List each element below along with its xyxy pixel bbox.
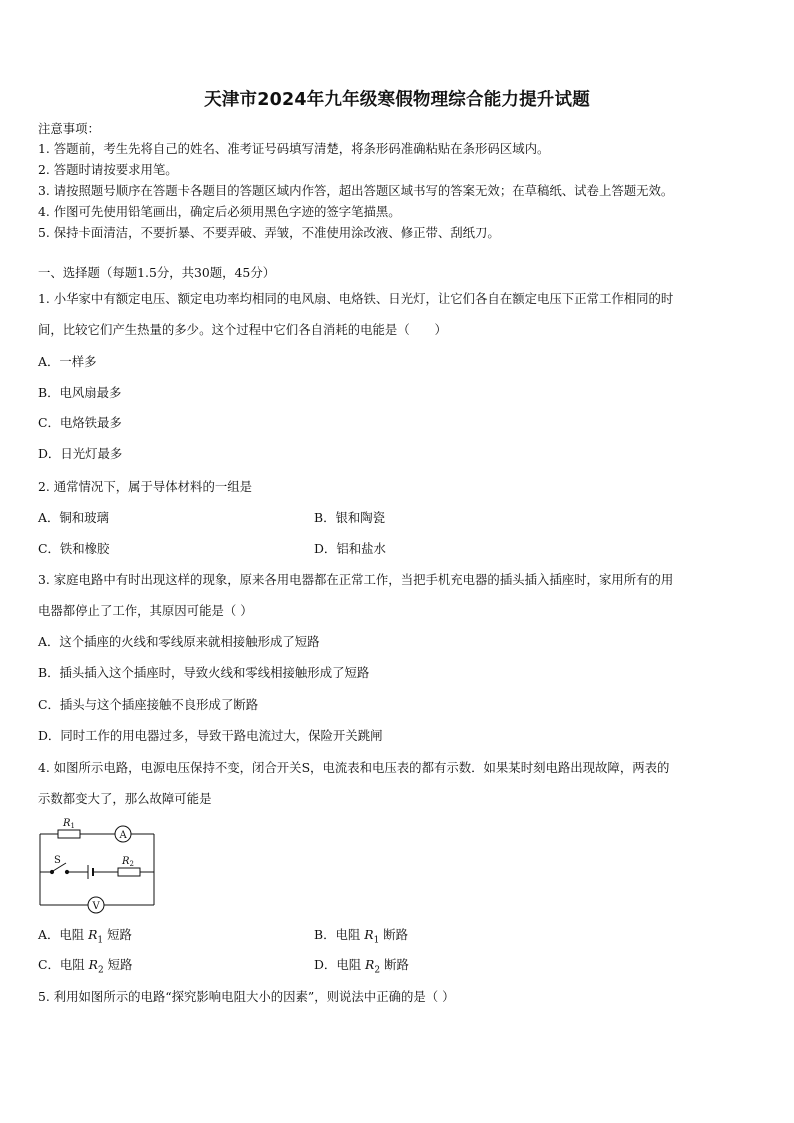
r2-label: R [122, 856, 130, 867]
notice-item-2: 2. 答题时请按要求用笔。 [38, 162, 178, 177]
page-title: 天津市2024年九年级寒假物理综合能力提升试题 [204, 90, 590, 110]
notice-item-3: 3. 请按照题号顺序在答题卡各题目的答题区域内作答，超出答题区域书写的答案无效；在草稿纸、试卷上答题无效。 [38, 183, 674, 198]
resistor-r2 [118, 868, 140, 876]
section-heading: 一、选择题（每题1.5分，共30题，45分） [38, 265, 276, 280]
q4-option-d[interactable]: D．电阻 $R_2$ 断路 [314, 957, 409, 976]
r2-subscript: 2 [129, 860, 134, 868]
resistor-r1 [58, 830, 80, 838]
q2-option-d[interactable]: D．铝和盐水 [314, 541, 386, 556]
q2-stem: 2. 通常情况下，属于导体材料的一组是 [38, 479, 253, 494]
q1-stem-line2: 间，比较它们产生热量的多少。这个过程中它们各自消耗的电能是（ ） [38, 322, 447, 337]
q2-option-a[interactable]: A．铜和玻璃 [38, 510, 109, 525]
q3-stem-line1: 3. 家庭电路中有时出现这样的现象，原来各用电器都在正常工作，当把手机充电器的插头插入插座时，家用所有的用 [38, 572, 674, 587]
svg-text:R2 [121, 856, 134, 868]
q1-stem-line1: 1. 小华家中有额定电压、额定电功率均相同的电风扇、电烙铁、日光灯，让它们各自在额定电压下正常工作相同的时 [38, 291, 674, 306]
q4-option-c[interactable]: C．电阻 $R_2$ 短路 [38, 957, 133, 976]
notice-heading: 注意事项： [38, 121, 100, 136]
q3-stem-line2: 电器都停止了工作，其原因可能是（ ） [38, 603, 253, 618]
q3-option-d[interactable]: D．同时工作的用电器过多，导致干路电流过大，保险开关跳闸 [38, 728, 383, 743]
q4-option-a[interactable]: A．电阻 $R_1$ 短路 [38, 927, 132, 946]
circuit-diagram [36, 814, 160, 914]
q2-option-c[interactable]: C．铁和橡胶 [38, 541, 110, 556]
q1-option-b[interactable]: B．电风扇最多 [38, 385, 122, 400]
q4-option-b[interactable]: B．电阻 $R_1$ 断路 [314, 927, 409, 946]
notice-item-5: 5. 保持卡面清洁，不要折暴、不要弄破、弄皱，不准使用涂改液、修正带、刮纸刀。 [38, 225, 500, 240]
svg-text:R1 [62, 818, 75, 830]
q3-option-b[interactable]: B．插头插入这个插座时，导致火线和零线相接触形成了短路 [38, 665, 370, 680]
q1-option-a[interactable]: A．一样多 [38, 354, 97, 369]
r1-subscript: 1 [70, 822, 75, 830]
q2-option-b[interactable]: B．银和陶瓷 [314, 510, 386, 525]
q4-stem-line2: 示数都变大了，那么故障可能是 [38, 791, 212, 806]
switch-label: S [54, 855, 61, 866]
voltmeter-label: V [92, 901, 100, 912]
q3-option-a[interactable]: A．这个插座的火线和零线原来就相接触形成了短路 [38, 634, 320, 649]
q1-option-d[interactable]: D．日光灯最多 [38, 446, 123, 461]
q3-option-c[interactable]: C．插头与这个插座接触不良形成了断路 [38, 697, 259, 712]
q5-stem: 5. 利用如图所示的电路“探究影响电阻大小的因素”，则说法中正确的是（ ） [38, 989, 455, 1004]
notice-item-1: 1. 答题前，考生先将自己的姓名、准考证号码填写清楚，将条形码准确粘贴在条形码区域内。 [38, 141, 550, 156]
notice-item-4: 4. 作图可先使用铅笔画出，确定后必须用黑色字迹的签字笔描黑。 [38, 204, 401, 219]
q4-stem-line1: 4. 如图所示电路，电源电压保持不变，闭合开关S，电流表和电压表的都有示数．如果某时刻电路出现故障，两表的 [38, 760, 670, 775]
q1-option-c[interactable]: C．电烙铁最多 [38, 415, 122, 430]
r1-label: R [63, 818, 71, 829]
ammeter-label: A [119, 830, 127, 841]
